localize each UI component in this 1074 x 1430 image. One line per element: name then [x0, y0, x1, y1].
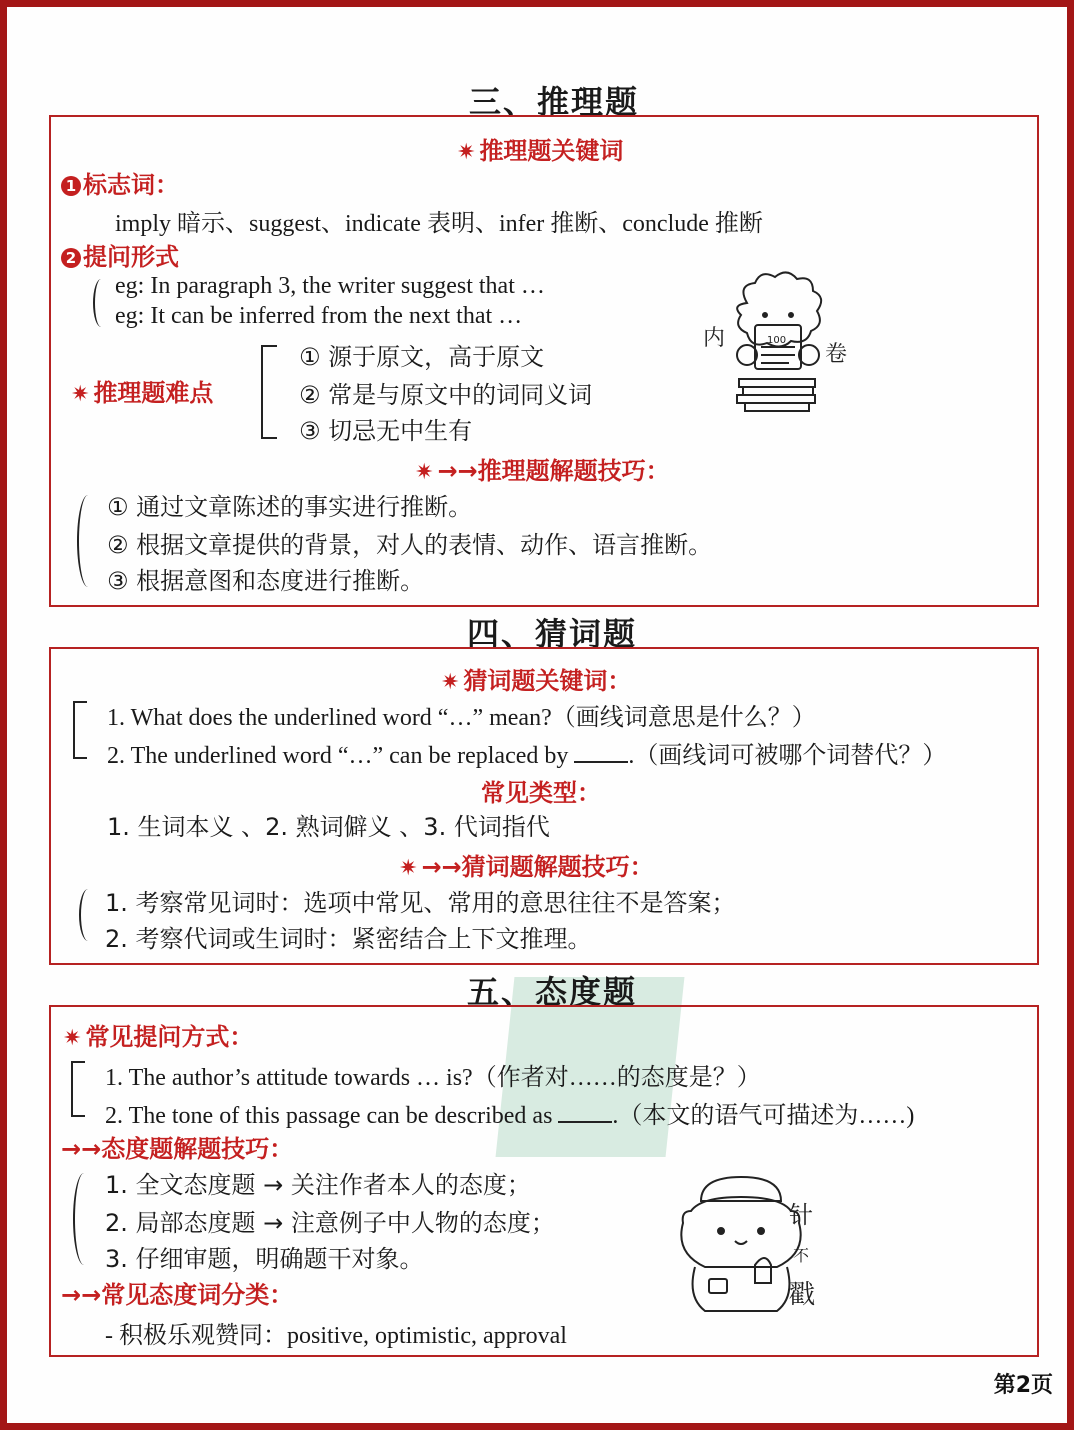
attitude-classify-heading: →→常见态度词分类：	[61, 1281, 294, 1309]
reasoning-tips-paren	[77, 495, 99, 587]
reasoning-keywords-text: 推理题关键词	[479, 137, 624, 165]
answer-blank	[558, 1121, 612, 1123]
doodle-score-text: 100	[767, 335, 787, 346]
attitude-tips-paren	[73, 1173, 95, 1265]
word-guess-keywords-text: 猜词题关键词：	[463, 667, 632, 695]
question-example-1: eg: In paragraph 3, the writer suggest that …	[115, 273, 545, 299]
sparkle-icon: ✷	[399, 856, 418, 881]
sparkle-icon: ✷	[457, 140, 476, 165]
sparkle-icon: ✷	[63, 1026, 82, 1051]
question-forms-label-text: 提问形式	[83, 243, 179, 271]
sparkle-icon: ✷	[71, 382, 90, 407]
doodle-char-left: 内	[703, 326, 726, 351]
attitude-tips-heading: →→态度题解题技巧：	[61, 1135, 294, 1163]
difficulty-bracket	[261, 345, 277, 439]
word-guess-keywords-heading	[441, 661, 631, 696]
sparkle-icon: ✷	[415, 460, 434, 485]
attitude-tip-1: 1. 全文态度题 → 关注作者本人的态度；	[105, 1171, 531, 1199]
word-guess-tip-1: 1. 考察常见词时：选项中常见、常用的意思往往不是答案；	[105, 889, 736, 917]
difficulty-3: ③ 切忌无中生有	[299, 417, 473, 445]
attitude-question-2-before: 2. The tone of this passage can be described as	[105, 1103, 559, 1129]
marker-words-text: imply 暗示、suggest、indicate 表明、infer 推断、conclude 推断	[115, 211, 763, 237]
sparkle-icon: ✷	[441, 670, 460, 695]
difficulty-label-text: 推理题难点	[93, 379, 214, 407]
bear-thumbs-up-doodle	[671, 1171, 831, 1321]
number-1-icon: 1	[61, 176, 81, 196]
word-guess-tips-heading-text: →→猜词题解题技巧：	[421, 853, 654, 881]
attitude-question-2-after: .（本文的语气可描述为……)	[612, 1103, 915, 1129]
word-guess-question-2-before: 2. The underlined word “…” can be replaced by	[107, 743, 575, 769]
sheep-book-doodle	[699, 263, 859, 423]
attitude-bracket	[71, 1061, 85, 1117]
word-guess-tips-paren	[79, 889, 97, 941]
attitude-positive-line: - 积极乐观赞同：positive, optimistic, approval	[105, 1323, 567, 1349]
doodle-char-3: 戳	[789, 1280, 816, 1310]
difficulty-label	[71, 373, 213, 408]
word-guess-question-1: 1. What does the underlined word “…” mean?（画线词意思是什么？）	[107, 705, 816, 731]
doodle-char-1: 针	[789, 1201, 813, 1229]
number-2-icon: 2	[61, 248, 81, 268]
attitude-question-heading	[63, 1017, 253, 1052]
reasoning-tips-heading	[415, 451, 670, 486]
question-example-2: eg: It can be inferred from the next that …	[115, 303, 523, 329]
reasoning-tips-heading-text: →→推理题解题技巧：	[437, 457, 670, 485]
reasoning-tip-1: ① 通过文章陈述的事实进行推断。	[107, 493, 473, 521]
attitude-tip-2: 2. 局部态度题 → 注意例子中人物的态度；	[105, 1209, 555, 1237]
attitude-question-1: 1. The author’s attitude towards … is?（作者对……的态度是？）	[105, 1065, 761, 1091]
reasoning-tip-2: ② 根据文章提供的背景，对人的表情、动作、语言推断。	[107, 531, 713, 559]
answer-blank	[574, 761, 628, 763]
attitude-question-2	[105, 1095, 914, 1130]
word-guess-question-2-after: .（画线词可被哪个词替代？）	[628, 743, 947, 769]
section-title-reasoning: 三、推理题	[469, 83, 640, 121]
word-guess-question-2	[107, 735, 946, 770]
reasoning-keywords-heading	[457, 131, 623, 166]
difficulty-1: ① 源于原文，高于原文	[299, 343, 545, 371]
question-forms-label	[61, 237, 179, 272]
section-title-word-guess: 四、猜词题	[467, 615, 638, 653]
page-number: 第2页	[993, 1373, 1053, 1398]
attitude-tip-3: 3. 仔细审题，明确题干对象。	[105, 1245, 424, 1273]
word-guess-bracket	[73, 701, 87, 759]
doodle-char-right: 卷	[825, 342, 848, 367]
section-title-attitude: 五、态度题	[467, 973, 638, 1011]
word-guess-types-text: 1. 生词本义 、2. 熟词僻义 、3. 代词指代	[107, 813, 550, 841]
word-guess-tip-2: 2. 考察代词或生词时：紧密结合上下文推理。	[105, 925, 592, 953]
word-guess-types-heading: 常见类型：	[481, 779, 601, 807]
marker-words-label	[61, 165, 179, 200]
reasoning-tip-3: ③ 根据意图和态度进行推断。	[107, 567, 425, 595]
word-guess-tips-heading	[399, 847, 654, 882]
difficulty-2: ② 常是与原文中的词同义词	[299, 381, 593, 409]
attitude-question-heading-text: 常见提问方式：	[85, 1023, 254, 1051]
examples-paren	[93, 279, 109, 327]
doodle-char-2: 不	[793, 1246, 810, 1265]
marker-words-label-text: 标志词：	[83, 171, 179, 199]
